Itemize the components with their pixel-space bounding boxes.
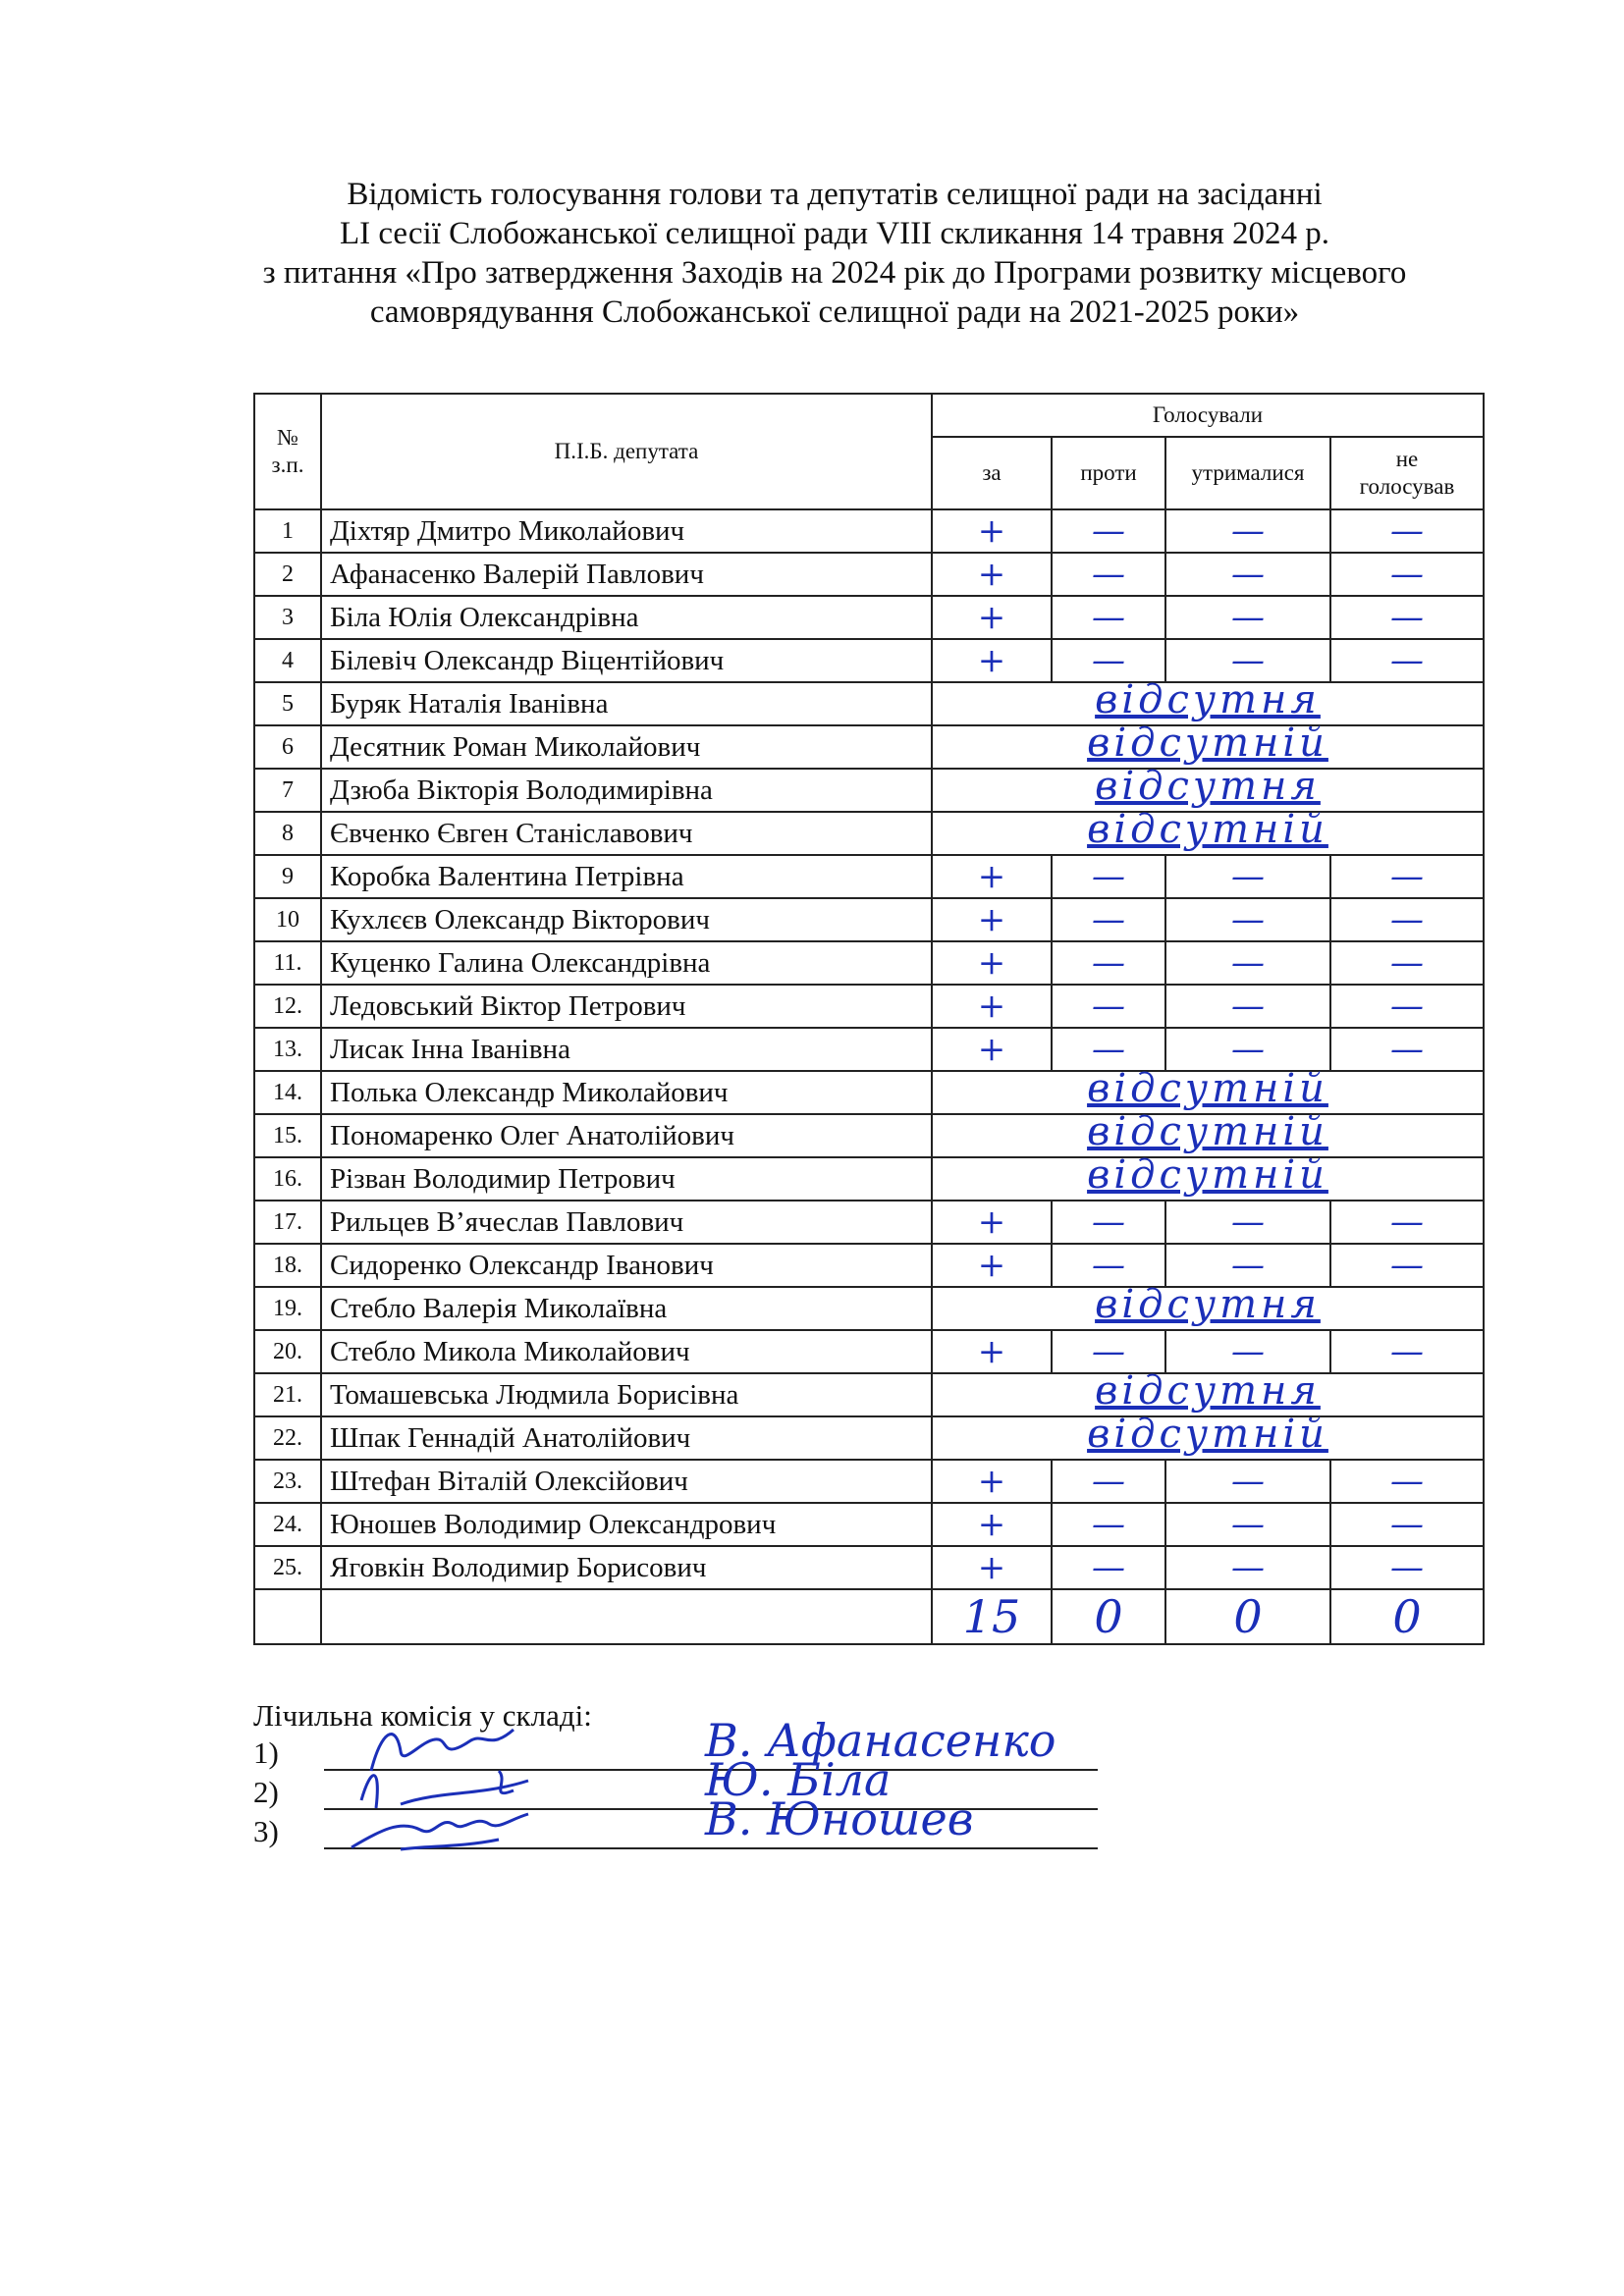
table-row	[254, 682, 1484, 725]
vote-abstained: —	[1165, 1244, 1330, 1287]
deputy-name: Ледовський Віктор Петрович	[321, 985, 932, 1028]
vote-against: —	[1052, 596, 1165, 639]
vote-against: —	[1052, 1546, 1165, 1589]
vote-not-voted: —	[1330, 985, 1484, 1028]
vote-abstained: —	[1165, 596, 1330, 639]
row-number: 9	[254, 855, 321, 898]
vote-abstained: —	[1165, 509, 1330, 553]
vote-against: —	[1052, 1503, 1165, 1546]
table-row	[254, 1373, 1484, 1416]
vote-abstained: —	[1165, 1028, 1330, 1071]
total-for: 15	[932, 1589, 1052, 1644]
vote-for: +	[932, 855, 1052, 898]
header-name: П.І.Б. депутата	[321, 394, 932, 509]
vote-against: —	[1052, 985, 1165, 1028]
totals-empty-number	[254, 1589, 321, 1644]
deputy-name: Томашевська Людмила Борисівна	[321, 1373, 932, 1416]
vote-not-voted: —	[1330, 1330, 1484, 1373]
row-number: 21.	[254, 1373, 321, 1416]
header-against: проти	[1052, 437, 1165, 509]
row-number: 1	[254, 509, 321, 553]
header-abstained: утрималися	[1165, 437, 1330, 509]
table-row	[254, 985, 1484, 1028]
deputy-name: Полька Олександр Миколайович	[321, 1071, 932, 1114]
vote-for: +	[932, 1546, 1052, 1589]
absent-cell	[932, 1109, 1484, 1157]
vote-abstained: —	[1165, 1460, 1330, 1503]
title-line-4: самоврядування Слобожанської селищної ради на 2021-2025 роки»	[369, 294, 1300, 330]
absent-cell	[932, 764, 1484, 812]
vote-not-voted: —	[1330, 941, 1484, 985]
row-number: 23.	[254, 1460, 321, 1503]
vote-for: +	[932, 1503, 1052, 1546]
row-number: 5	[254, 682, 321, 725]
vote-against: —	[1052, 1244, 1165, 1287]
deputy-name: Шпак Геннадій Анатолійович	[321, 1416, 932, 1460]
row-number: 2	[254, 553, 321, 596]
absent-cell	[932, 1412, 1484, 1460]
vote-abstained: —	[1165, 855, 1330, 898]
row-number: 25.	[254, 1546, 321, 1589]
totals-row	[254, 1589, 1484, 1644]
vote-abstained: —	[1165, 1201, 1330, 1244]
row-number: 12.	[254, 985, 321, 1028]
row-number: 10	[254, 898, 321, 941]
absent-note: відсутня	[1095, 1282, 1321, 1327]
vote-abstained: —	[1165, 553, 1330, 596]
deputy-name: Рильцев В’ячеслав Павлович	[321, 1201, 932, 1244]
table-row	[254, 553, 1484, 596]
member-name: В. Афанасенко	[705, 1714, 1056, 1767]
row-number: 19.	[254, 1287, 321, 1330]
deputy-name: Білевіч Олександр Віцентійович	[321, 639, 932, 682]
table-row	[254, 1114, 1484, 1157]
vote-for: +	[932, 1028, 1052, 1071]
voting-table	[253, 393, 1485, 1645]
deputy-name: Стебло Валерія Миколаївна	[321, 1287, 932, 1330]
table-row	[254, 1287, 1484, 1330]
vote-abstained: —	[1165, 985, 1330, 1028]
vote-abstained: —	[1165, 941, 1330, 985]
row-number: 6	[254, 725, 321, 769]
deputy-name: Штефан Віталій Олексійович	[321, 1460, 932, 1503]
row-number: 18.	[254, 1244, 321, 1287]
header-voted: Голосували	[932, 394, 1484, 437]
table-row	[254, 812, 1484, 855]
table-row	[254, 725, 1484, 769]
vote-not-voted: —	[1330, 1546, 1484, 1589]
header-number-abbr: з.п.	[271, 453, 304, 477]
deputy-name: Біла Юлія Олександрівна	[321, 596, 932, 639]
vote-abstained: —	[1165, 639, 1330, 682]
vote-not-voted: —	[1330, 1028, 1484, 1071]
vote-not-voted: —	[1330, 898, 1484, 941]
header-for: за	[932, 437, 1052, 509]
table-row	[254, 1071, 1484, 1114]
row-number: 3	[254, 596, 321, 639]
deputy-name: Коробка Валентина Петрівна	[321, 855, 932, 898]
vote-against: —	[1052, 1201, 1165, 1244]
table-row	[254, 1460, 1484, 1503]
vote-for: +	[932, 553, 1052, 596]
table-row	[254, 898, 1484, 941]
vote-for: +	[932, 941, 1052, 985]
table-row	[254, 1201, 1484, 1244]
total-abstained: 0	[1165, 1589, 1330, 1644]
vote-against: —	[1052, 509, 1165, 553]
absent-cell	[932, 1282, 1484, 1330]
vote-not-voted: —	[1330, 509, 1484, 553]
document-title	[226, 175, 1443, 332]
vote-for: +	[932, 639, 1052, 682]
deputy-name: Юношев Володимир Олександрович	[321, 1503, 932, 1546]
row-number: 14.	[254, 1071, 321, 1114]
deputy-name: Буряк Наталія Іванівна	[321, 682, 932, 725]
deputy-name: Стебло Микола Миколайович	[321, 1330, 932, 1373]
counting-commission	[253, 1696, 1098, 1853]
table-row	[254, 855, 1484, 898]
vote-for: +	[932, 509, 1052, 553]
absent-note: відсутній	[1087, 1109, 1328, 1154]
absent-note: відсутній	[1087, 1152, 1328, 1198]
member-name: Ю. Біла	[705, 1753, 892, 1806]
row-number: 24.	[254, 1503, 321, 1546]
table-row	[254, 941, 1484, 985]
vote-not-voted: —	[1330, 1244, 1484, 1287]
total-against: 0	[1052, 1589, 1165, 1644]
title-line-1: Відомість голосування голови та депутатів селищної ради на засіданні	[347, 177, 1323, 212]
deputy-name: Яговкін Володимир Борисович	[321, 1546, 932, 1589]
table-row	[254, 1330, 1484, 1373]
vote-abstained: —	[1165, 898, 1330, 941]
absent-cell	[932, 1152, 1484, 1201]
deputy-name: Кухлєєв Олександр Вікторович	[321, 898, 932, 941]
header-number-symbol: №	[277, 425, 298, 450]
signature-3-icon	[342, 1800, 538, 1855]
row-number: 7	[254, 769, 321, 812]
absent-note: відсутній	[1087, 721, 1328, 766]
vote-for: +	[932, 1460, 1052, 1503]
vote-abstained: —	[1165, 1330, 1330, 1373]
vote-against: —	[1052, 941, 1165, 985]
row-number: 4	[254, 639, 321, 682]
absent-note: відсутній	[1087, 1066, 1328, 1111]
totals-empty-name	[321, 1589, 932, 1644]
table-row	[254, 639, 1484, 682]
member-index: 1)	[253, 1735, 279, 1770]
table-row	[254, 1416, 1484, 1460]
vote-abstained: —	[1165, 1546, 1330, 1589]
table-row	[254, 1157, 1484, 1201]
header-not-voted-line1: не	[1395, 447, 1419, 471]
absent-note: відсутній	[1087, 807, 1328, 852]
title-line-3: з питання «Про затвердження Заходів на 2024 рік до Програми розвитку місцевого	[262, 255, 1407, 291]
deputy-name: Афанасенко Валерій Павлович	[321, 553, 932, 596]
row-number: 17.	[254, 1201, 321, 1244]
absent-cell	[932, 1368, 1484, 1416]
title-line-2: LI сесії Слобожанської селищної ради VIII скликання 14 травня 2024 р.	[339, 216, 1329, 251]
vote-not-voted: —	[1330, 1201, 1484, 1244]
vote-for: +	[932, 1330, 1052, 1373]
absent-cell	[932, 721, 1484, 769]
header-number	[254, 394, 321, 509]
member-name: В. Юношев	[705, 1792, 974, 1845]
vote-against: —	[1052, 855, 1165, 898]
vote-for: +	[932, 898, 1052, 941]
vote-against: —	[1052, 1460, 1165, 1503]
vote-for: +	[932, 596, 1052, 639]
vote-against: —	[1052, 553, 1165, 596]
vote-not-voted: —	[1330, 855, 1484, 898]
deputy-name: Лисак Інна Іванівна	[321, 1028, 932, 1071]
vote-not-voted: —	[1330, 1503, 1484, 1546]
table-row	[254, 1546, 1484, 1589]
absent-note: відсутній	[1087, 1412, 1328, 1457]
vote-abstained: —	[1165, 1503, 1330, 1546]
table-row	[254, 596, 1484, 639]
deputy-name: Різван Володимир Петрович	[321, 1157, 932, 1201]
table-row	[254, 1244, 1484, 1287]
vote-against: —	[1052, 1330, 1165, 1373]
commission-label: Лічильна комісія у складі:	[253, 1698, 592, 1733]
vote-for: +	[932, 1201, 1052, 1244]
absent-cell	[932, 1066, 1484, 1114]
table-row	[254, 1028, 1484, 1071]
deputy-name: Пономаренко Олег Анатолійович	[321, 1114, 932, 1157]
vote-for: +	[932, 985, 1052, 1028]
row-number: 13.	[254, 1028, 321, 1071]
absent-note: відсутня	[1095, 1368, 1321, 1414]
row-number: 20.	[254, 1330, 321, 1373]
row-number: 22.	[254, 1416, 321, 1460]
header-not-voted-line2: голосував	[1359, 474, 1455, 499]
row-number: 16.	[254, 1157, 321, 1201]
deputy-name: Сидоренко Олександр Іванович	[321, 1244, 932, 1287]
row-number: 11.	[254, 941, 321, 985]
vote-not-voted: —	[1330, 553, 1484, 596]
absent-cell	[932, 677, 1484, 725]
vote-not-voted: —	[1330, 1460, 1484, 1503]
absent-note: відсутня	[1095, 677, 1321, 722]
deputy-name: Куценко Галина Олександрівна	[321, 941, 932, 985]
vote-not-voted: —	[1330, 639, 1484, 682]
table-row	[254, 769, 1484, 812]
absent-cell	[932, 807, 1484, 855]
member-index: 3)	[253, 1814, 279, 1848]
vote-against: —	[1052, 639, 1165, 682]
deputy-name: Десятник Роман Миколайович	[321, 725, 932, 769]
vote-not-voted: —	[1330, 596, 1484, 639]
header-not-voted	[1330, 437, 1484, 509]
table-row	[254, 1503, 1484, 1546]
vote-for: +	[932, 1244, 1052, 1287]
total-not-voted: 0	[1330, 1589, 1484, 1644]
member-index: 2)	[253, 1775, 279, 1809]
row-number: 15.	[254, 1114, 321, 1157]
deputy-name: Євченко Євген Станіславович	[321, 812, 932, 855]
absent-note: відсутня	[1095, 764, 1321, 809]
row-number: 8	[254, 812, 321, 855]
commission-member-3	[253, 1792, 1098, 1853]
voting-table-body	[254, 509, 1484, 1589]
vote-against: —	[1052, 1028, 1165, 1071]
deputy-name: Діхтяр Дмитро Миколайович	[321, 509, 932, 553]
table-row	[254, 509, 1484, 553]
deputy-name: Дзюба Вікторія Володимирівна	[321, 769, 932, 812]
vote-against: —	[1052, 898, 1165, 941]
